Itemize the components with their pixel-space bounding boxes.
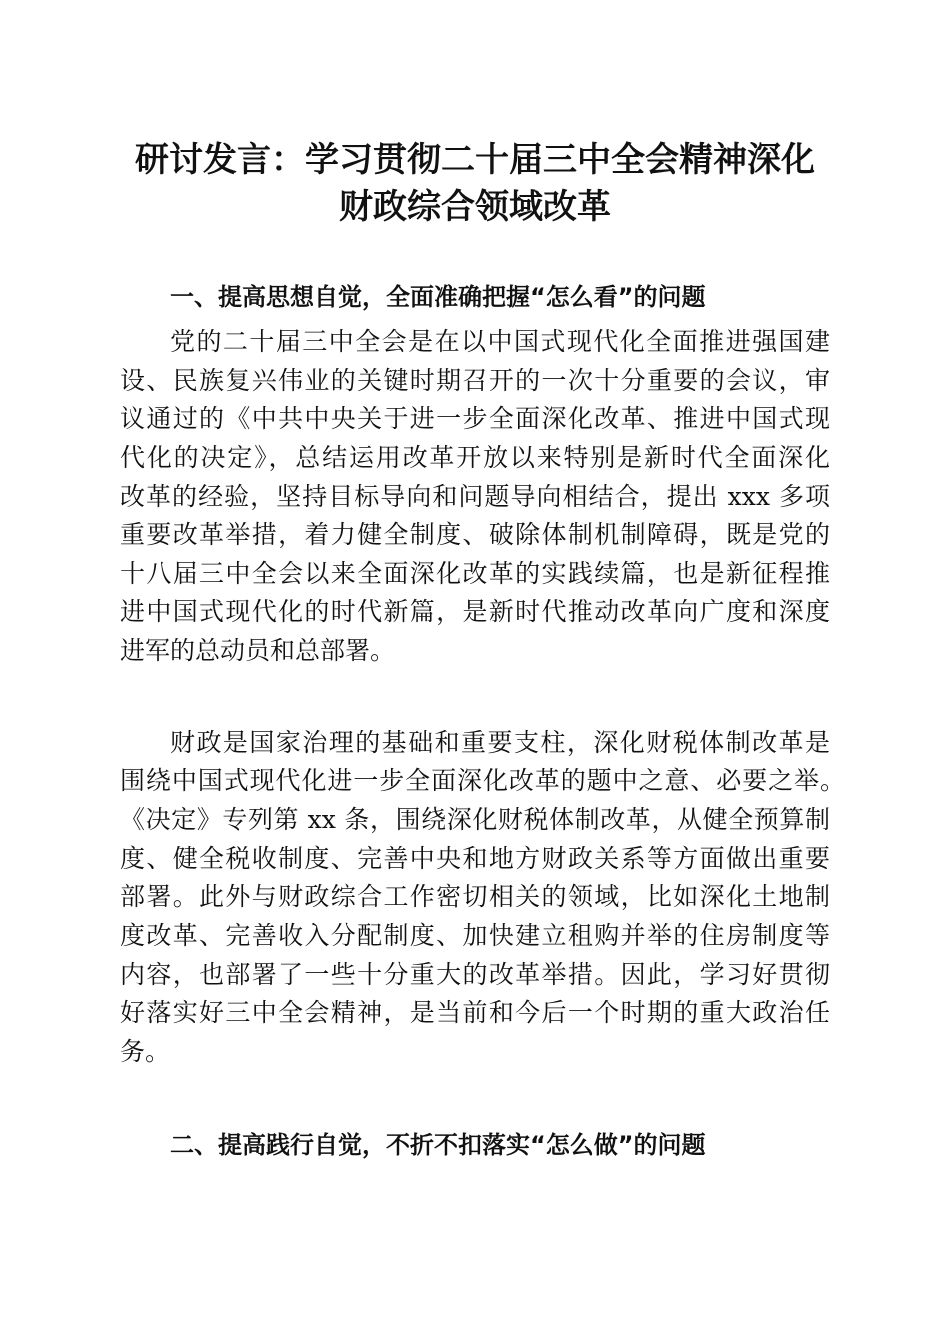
paragraph-line: 进军的总动员和总部署。 xyxy=(120,636,396,665)
paragraph-line: 度改革、完善收入分配制度、加快建立租购并举的住房制度等 xyxy=(120,921,830,950)
paragraph-line: 重要改革举措，着力健全制度、破除体制机制障碍，既是党的 xyxy=(120,520,830,549)
paragraph-line: 财政是国家治理的基础和重要支柱，深化财税体制改革是 xyxy=(170,728,830,757)
paragraph-line: 内容，也部署了一些十分重大的改革举措。因此，学习好贯彻 xyxy=(120,960,830,989)
paragraph-line: 《决定》专列第 xx 条，围绕深化财税体制改革，从健全预算制 xyxy=(120,805,830,834)
document-title-line-1: 研讨发言：学习贯彻二十届三中全会精神深化 xyxy=(135,140,815,180)
paragraph-line: 代化的决定》，总结运用改革开放以来特别是新时代全面深化 xyxy=(120,443,830,472)
paragraph-line: 进中国式现代化的时代新篇，是新时代推动改革向广度和深度 xyxy=(120,597,830,626)
paragraph-line: 设、民族复兴伟业的关键时期召开的一次十分重要的会议，审 xyxy=(120,366,830,395)
paragraph-line: 十八届三中全会以来全面深化改革的实践续篇，也是新征程推 xyxy=(120,559,830,588)
paragraph-line: 议通过的《中共中央关于进一步全面深化改革、推进中国式现 xyxy=(120,404,830,433)
section-heading-2: 二、提高践行自觉，不折不扣落实“怎么做”的问题 xyxy=(170,1131,706,1159)
paragraph-line: 好落实好三中全会精神，是当前和今后一个时期的重大政治任 xyxy=(120,998,830,1027)
paragraph-line: 部署。此外与财政综合工作密切相关的领域，比如深化土地制 xyxy=(120,882,830,911)
paragraph-line: 度、健全税收制度、完善中央和地方财政关系等方面做出重要 xyxy=(120,844,830,873)
document-title-line-2: 财政综合领域改革 xyxy=(339,187,611,227)
section-heading-1: 一、提高思想自觉，全面准确把握“怎么看”的问题 xyxy=(170,283,706,311)
paragraph-line: 党的二十届三中全会是在以中国式现代化全面推进强国建 xyxy=(170,327,830,356)
paragraph-line: 围绕中国式现代化进一步全面深化改革的题中之意、必要之举。 xyxy=(120,766,845,795)
paragraph-line: 改革的经验，坚持目标导向和问题导向相结合，提出 xxx 多项 xyxy=(120,482,830,511)
paragraph-line: 务。 xyxy=(120,1037,171,1066)
